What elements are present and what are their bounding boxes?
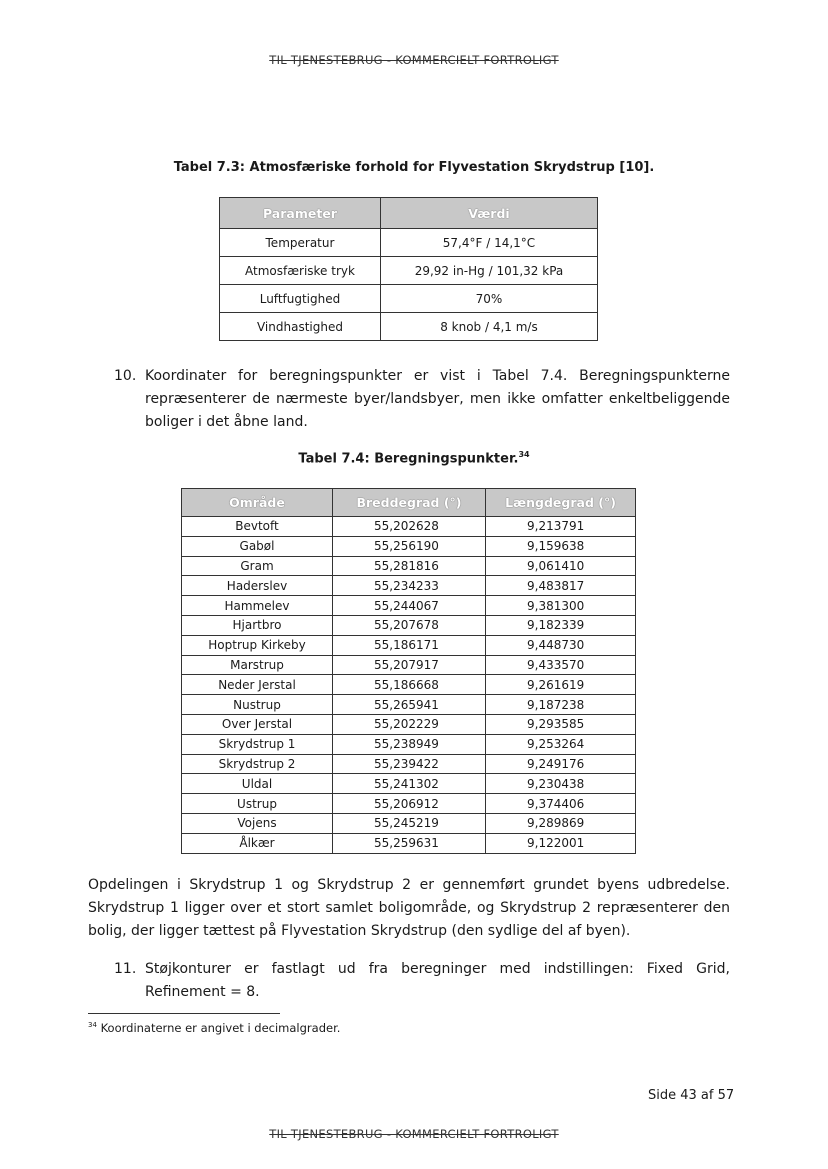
table-header-row [220,198,598,229]
table-cell: 57,4°F / 14,1°C [380,229,597,257]
table-cell: Luftfugtighed [220,285,381,313]
table-cell: 55,207678 [333,615,486,635]
table-cell: 9,122001 [486,833,636,853]
footer-classification: TIL TJENESTEBRUG - KOMMERCIELT FORTROLIGT [269,1127,559,1141]
list-item-11 [114,958,730,1004]
table-cell: 9,433570 [486,655,636,675]
list-item-number: 10. [114,368,137,384]
table-cell: Haderslev [182,576,333,596]
table-row [182,734,636,754]
table-cell: Ålkær [182,833,333,853]
table-row [182,517,636,537]
table-cell: 55,206912 [333,794,486,814]
table2-caption-text: Tabel 7.4: Beregningspunkter. [298,451,519,467]
table-cell: Temperatur [220,229,381,257]
column-header-longitude: Længdegrad (°) [486,489,636,517]
table-cell: Over Jerstal [182,714,333,734]
table-cell: Skrydstrup 2 [182,754,333,774]
table-cell: 9,159638 [486,536,636,556]
table-cell: 55,259631 [333,833,486,853]
table-cell: 55,202229 [333,714,486,734]
table-cell: 55,256190 [333,536,486,556]
table-cell: 9,230438 [486,774,636,794]
footnote-text: Koordinaterne er angivet i decimalgrader. [100,1021,341,1035]
table-row [182,695,636,715]
table-cell: Uldal [182,774,333,794]
table-cell: 9,374406 [486,794,636,814]
table-cell: 70% [380,285,597,313]
table-cell: 9,182339 [486,615,636,635]
table-cell: 55,245219 [333,813,486,833]
table-row [220,257,598,285]
table-row [182,813,636,833]
footnote-number: 34 [88,1021,97,1030]
table-cell: 55,241302 [333,774,486,794]
table1-caption: Tabel 7.3: Atmosfæriske forhold for Flyvestation Skrydstrup [10]. [173,160,655,175]
page-number: Side 43 af 57 [648,1088,735,1103]
table-cell: 55,202628 [333,517,486,537]
table-cell: 9,289869 [486,813,636,833]
table-row [182,655,636,675]
table-cell: Hjartbro [182,615,333,635]
table-cell: Hammelev [182,596,333,616]
list-item-text: Støjkonturer er fastlagt ud fra beregninger med indstillingen: Fixed Grid, Refinement = 8. [145,961,730,1000]
table-cell: Marstrup [182,655,333,675]
table-row [182,536,636,556]
table-row [220,285,598,313]
table-row [182,754,636,774]
table-cell: 55,281816 [333,556,486,576]
table-cell: Gabøl [182,536,333,556]
table-row [220,229,598,257]
table-cell: Vojens [182,813,333,833]
table-cell: 55,207917 [333,655,486,675]
table-cell: 9,213791 [486,517,636,537]
table-cell: Ustrup [182,794,333,814]
list-item-number: 11. [114,961,137,977]
header-classification: TIL TJENESTEBRUG - KOMMERCIELT FORTROLIGT [269,53,559,67]
table2-caption [0,450,828,466]
table-cell: 55,238949 [333,734,486,754]
table-row [182,714,636,734]
table-cell: 9,293585 [486,714,636,734]
table-cell: Skrydstrup 1 [182,734,333,754]
table-cell: Gram [182,556,333,576]
table-cell: Atmosfæriske tryk [220,257,381,285]
table-cell: 55,239422 [333,754,486,774]
table-cell: 55,234233 [333,576,486,596]
table-row [182,596,636,616]
column-header-parameter: Parameter [220,198,381,229]
table-cell: Bevtoft [182,517,333,537]
table-cell: 55,186668 [333,675,486,695]
table-cell: Hoptrup Kirkeby [182,635,333,655]
explanation-paragraph: Opdelingen i Skrydstrup 1 og Skrydstrup 2 er gennemført grundet byens udbredelse. Skrydstrup 1 ligger over et stort samlet boligområde, og Skrydstrup 2 repræsenterer den bolig, der ligger tættest på Flyvestation Skrydstrup (den sydlige del af byen). [88,877,730,939]
table-row [182,615,636,635]
atmospheric-conditions-table [219,197,598,341]
table-cell: 55,244067 [333,596,486,616]
table-cell: 29,92 in-Hg / 101,32 kPa [380,257,597,285]
table-cell: 9,448730 [486,635,636,655]
column-header-latitude: Breddegrad (°) [333,489,486,517]
table-row [182,635,636,655]
table-row [182,833,636,853]
footnote [88,1021,340,1035]
calculation-points-table [181,488,636,854]
column-header-area: Område [182,489,333,517]
table-cell: Vindhastighed [220,313,381,341]
footnote-divider [88,1013,280,1014]
table-cell: 9,483817 [486,576,636,596]
table-cell: 9,061410 [486,556,636,576]
table-row [182,794,636,814]
table-row [182,774,636,794]
footnote-reference: 34 [518,450,530,459]
table-row [220,313,598,341]
table-cell: 9,187238 [486,695,636,715]
list-item-10 [114,365,730,434]
table-cell: 55,186171 [333,635,486,655]
column-header-value: Værdi [380,198,597,229]
table-header-row [182,489,636,517]
list-item-text: Koordinater for beregningspunkter er vist i Tabel 7.4. Beregningspunkterne repræsenterer de nærmeste byer/landsbyer, men ikke omfatter enkeltbeliggende boliger i det åbne land. [145,368,730,430]
table-row [182,675,636,695]
table-cell: 9,249176 [486,754,636,774]
table-cell: 8 knob / 4,1 m/s [380,313,597,341]
table-cell: 55,265941 [333,695,486,715]
table-cell: 9,261619 [486,675,636,695]
table-row [182,556,636,576]
table-row [182,576,636,596]
table-cell: Nustrup [182,695,333,715]
table-cell: 9,253264 [486,734,636,754]
table-cell: Neder Jerstal [182,675,333,695]
table-cell: 9,381300 [486,596,636,616]
